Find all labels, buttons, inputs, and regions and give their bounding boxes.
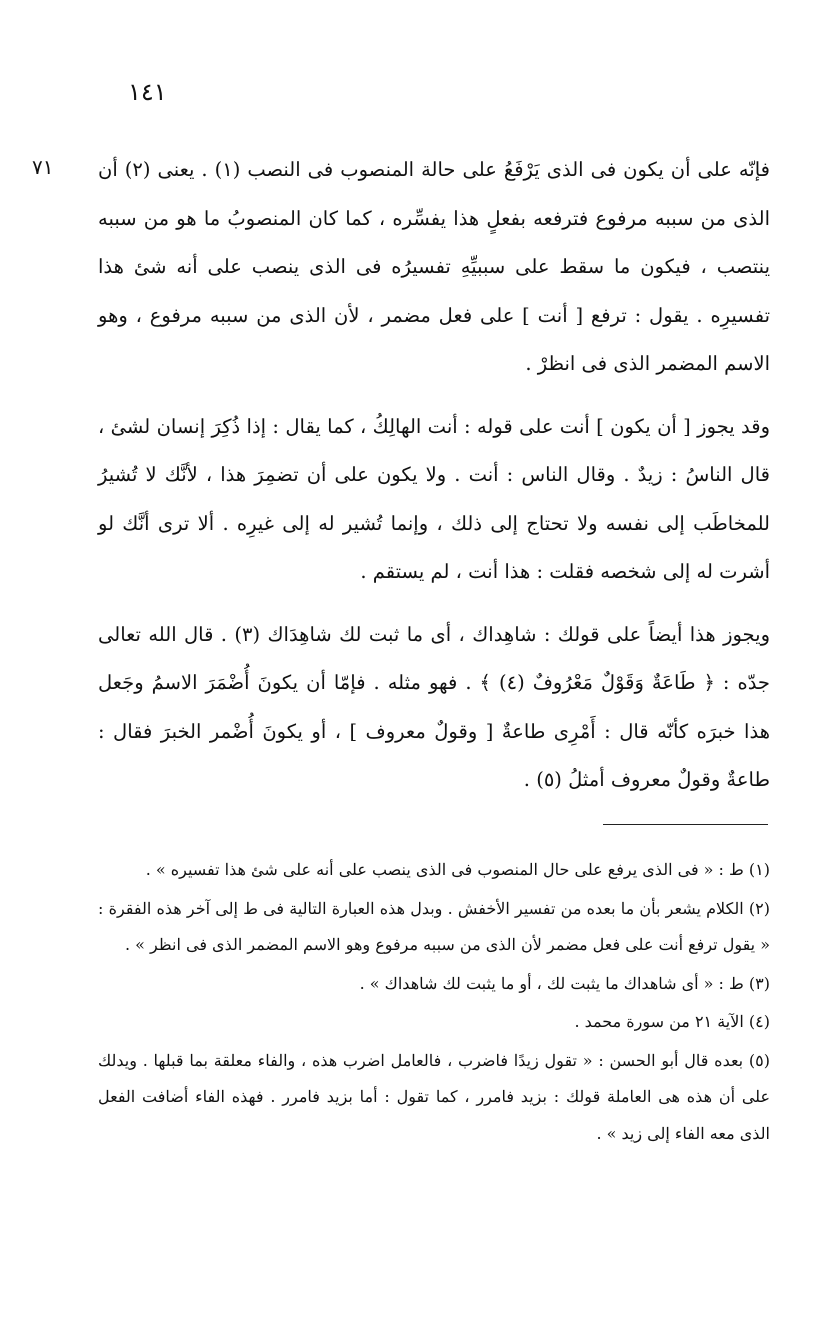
footnote-3: (٣) ط : « أى شاهداك ما يثبت لك ، أو ما يثبت لك شاهداك » . bbox=[359, 973, 770, 993]
page-number: ١٤١ bbox=[128, 78, 167, 106]
footnote-1: (١) ط : « فى الذى يرفع على حال المنصوب فى الذى ينصب على أنه على شئ هذا تفسيره » . bbox=[145, 860, 770, 879]
paragraph-3: ويجوز هذا أيضاً على قولك : شاهِداك ، أى ما ثبت لك شاهِدَاك (٣) . قال الله تعالى جدّه : ﴿ طَاعَةٌ وَقَوْلٌ مَعْرُوفٌ (٤) ﴾ . فهو مثله . فإمّا أن يكونَ أُضْمَرَ الاسمُ وجَعل هذا خبرَه كأنّه قال : أَمْرِى طاعةٌ [ وقولٌ معروف ] ، أو يكونَ أُضْمر الخبرَ فقال : طاعةٌ وقولٌ معروف أمثلُ (٥) . bbox=[98, 622, 770, 791]
footnote-5: (٥) بعده قال أبو الحسن : « تقول زيدًا فاضرب ، فالعامل اضرب هذه ، والفاء معلقة بما قبلها . ويدلك على أن هذه هى العاملة قولك : بزيد فامرر ، كما تقول : أما بزيد فامرر . فهذه الفاء أضافت الفعل الذى معه الفاء إلى زيد » . bbox=[98, 1050, 771, 1143]
paragraph-2: وقد يجوز [ أن يكون ] أنت على قوله : أنت الهالِكُ ، كما يقال : إذا ذُكِرَ إنسان لشئ ، قال الناسُ : زيدٌ . وقال الناس : أنت . ولا يكون على أن تضمِرَ هذا ، لأنَّك لا تُشيرُ للمخاطَب إلى نفسه ولا تحتاج إلى ذلك ، وإنما تُشير له إلى غيرِه . ألا ترى أنَّك لو أشرت له إلى شخصه فقلت : هذا أنت ، لم يستقم . bbox=[98, 414, 770, 583]
footnotes bbox=[98, 852, 770, 1154]
footnote-2: (٢) الكلام يشعر بأن ما بعده من تفسير الأخفش . وبدل هذه العبارة التالية فى ط إلى آخر هذه الفقرة : « يقول ترفع أنت على فعل مضمر لأن الذى من سببه مرفوع وهو الاسم المضمر الذى فى انظر » . bbox=[98, 898, 771, 954]
paragraph-1: فإنّه على أن يكون فى الذى يَرْفَعُ على حالة المنصوب فى النصب (١) . يعنى (٢) أن الذى من سببه مرفوع فترفعه بفعلٍ هذا يفسِّره ، كما كان المنصوبُ ما هو من سببه ينتصب ، فيكون ما سقط على سببيِّهِ تفسيرُه فى الذى ينصب على أنه شئ هذا تفسيرِه . يقول : ترفع [ أنت ] على فعل مضمر ، لأن الذى من سببه مرفوع ، وهو الاسم المضمر الذى فى انظرْ . bbox=[98, 158, 770, 375]
footnote-4: (٤) الآية ٢١ من سورة محمد . bbox=[574, 1012, 770, 1031]
main-text bbox=[98, 146, 770, 819]
margin-reference-number: ٧١ bbox=[32, 155, 54, 179]
footnote-separator bbox=[603, 824, 768, 825]
